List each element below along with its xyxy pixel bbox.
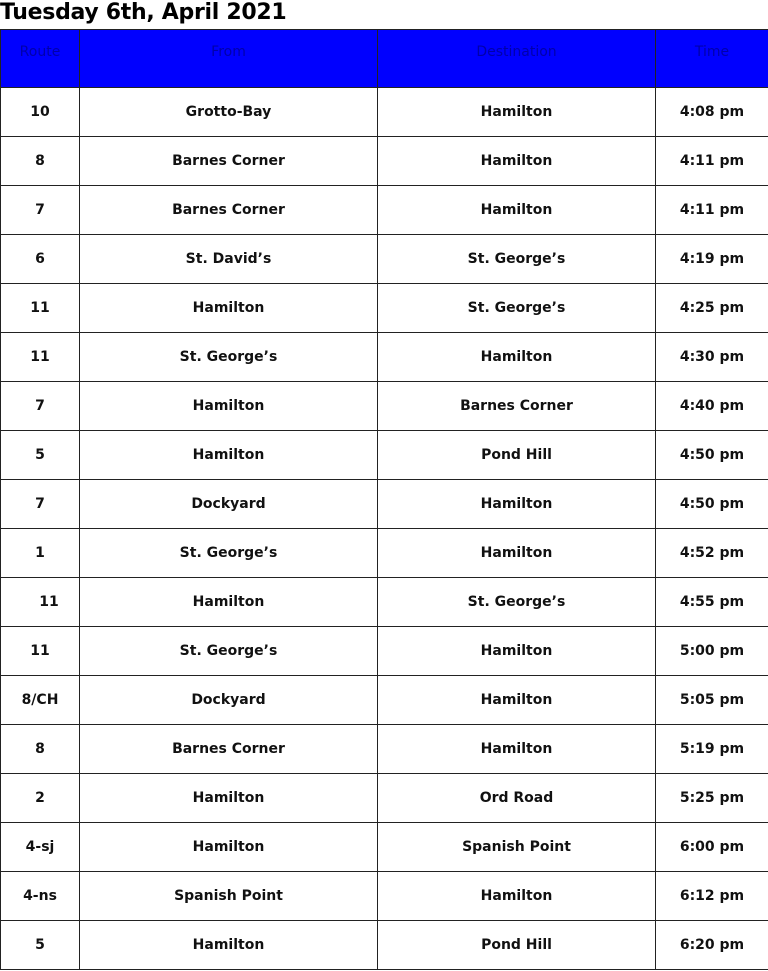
- table-row: [1, 774, 768, 823]
- cell-time: 4:30 pm: [656, 333, 768, 382]
- cell-route: 11: [1, 627, 80, 676]
- cell-destination: Hamilton: [378, 88, 656, 137]
- cell-time: 5:00 pm: [656, 627, 768, 676]
- cell-destination: Hamilton: [378, 627, 656, 676]
- table-row: [1, 872, 768, 921]
- cell-destination: Hamilton: [378, 137, 656, 186]
- cell-destination: Pond Hill: [378, 431, 656, 480]
- cell-destination: Pond Hill: [378, 921, 656, 970]
- cell-time: 4:11 pm: [656, 186, 768, 235]
- cell-from: Barnes Corner: [80, 137, 378, 186]
- cell-route: 7: [1, 480, 80, 529]
- cell-time: 4:19 pm: [656, 235, 768, 284]
- cell-from: St. George’s: [80, 627, 378, 676]
- cell-time: 4:50 pm: [656, 480, 768, 529]
- cell-destination: Ord Road: [378, 774, 656, 823]
- table-row: [1, 284, 768, 333]
- bus-schedule-table: [0, 29, 768, 970]
- cell-from: Hamilton: [80, 823, 378, 872]
- cell-time: 5:25 pm: [656, 774, 768, 823]
- cell-time: 6:20 pm: [656, 921, 768, 970]
- cell-from: Barnes Corner: [80, 186, 378, 235]
- cell-from: Dockyard: [80, 480, 378, 529]
- cell-route: 6: [1, 235, 80, 284]
- cell-time: 4:40 pm: [656, 382, 768, 431]
- cell-destination: Hamilton: [378, 676, 656, 725]
- table-row: [1, 137, 768, 186]
- cell-time: 5:19 pm: [656, 725, 768, 774]
- table-row: [1, 333, 768, 382]
- cell-time: 4:11 pm: [656, 137, 768, 186]
- cell-route: 5: [1, 431, 80, 480]
- table-row: [1, 382, 768, 431]
- cell-from: Hamilton: [80, 774, 378, 823]
- header-row: [1, 30, 768, 88]
- cell-from: Hamilton: [80, 921, 378, 970]
- cell-time: 4:55 pm: [656, 578, 768, 627]
- cell-route: 5: [1, 921, 80, 970]
- cell-route: 4-sj: [1, 823, 80, 872]
- cell-destination: Barnes Corner: [378, 382, 656, 431]
- table-row: [1, 431, 768, 480]
- table-header: [1, 30, 768, 88]
- table-row: [1, 921, 768, 970]
- cell-from: Barnes Corner: [80, 725, 378, 774]
- cell-route: 2: [1, 774, 80, 823]
- table-row: [1, 529, 768, 578]
- cell-time: 6:00 pm: [656, 823, 768, 872]
- cell-destination: St. George’s: [378, 284, 656, 333]
- cell-route: 7: [1, 186, 80, 235]
- cell-destination: Spanish Point: [378, 823, 656, 872]
- cell-route: 4-ns: [1, 872, 80, 921]
- cell-route: 10: [1, 88, 80, 137]
- cell-destination: St. George’s: [378, 235, 656, 284]
- cell-from: Grotto-Bay: [80, 88, 378, 137]
- cell-destination: Hamilton: [378, 872, 656, 921]
- cell-destination: Hamilton: [378, 480, 656, 529]
- cell-route: 8: [1, 725, 80, 774]
- column-header-time: Time: [656, 30, 768, 88]
- cell-route: 11: [1, 284, 80, 333]
- cell-from: Hamilton: [80, 431, 378, 480]
- cell-route: 11: [1, 578, 80, 627]
- table-body: [1, 88, 768, 970]
- cell-destination: Hamilton: [378, 725, 656, 774]
- table-row: [1, 823, 768, 872]
- cell-route: 8: [1, 137, 80, 186]
- cell-from: Spanish Point: [80, 872, 378, 921]
- cell-from: Dockyard: [80, 676, 378, 725]
- cell-destination: St. George’s: [378, 578, 656, 627]
- cell-route: 1: [1, 529, 80, 578]
- cell-from: St. David’s: [80, 235, 378, 284]
- table-row: [1, 578, 768, 627]
- table-row: [1, 676, 768, 725]
- cell-from: Hamilton: [80, 382, 378, 431]
- cell-time: 6:12 pm: [656, 872, 768, 921]
- table-row: [1, 627, 768, 676]
- cell-from: St. George’s: [80, 333, 378, 382]
- cell-from: Hamilton: [80, 284, 378, 333]
- cell-from: St. George’s: [80, 529, 378, 578]
- cell-from: Hamilton: [80, 578, 378, 627]
- page-title: Tuesday 6th, April 2021: [0, 0, 287, 25]
- cell-destination: Hamilton: [378, 333, 656, 382]
- cell-time: 5:05 pm: [656, 676, 768, 725]
- cell-time: 4:25 pm: [656, 284, 768, 333]
- column-header-route: Route: [1, 30, 80, 88]
- table-row: [1, 88, 768, 137]
- cell-route: 7: [1, 382, 80, 431]
- column-header-from: From: [80, 30, 378, 88]
- table-row: [1, 186, 768, 235]
- cell-time: 4:52 pm: [656, 529, 768, 578]
- cell-time: 4:08 pm: [656, 88, 768, 137]
- cell-route: 11: [1, 333, 80, 382]
- cell-destination: Hamilton: [378, 529, 656, 578]
- table-row: [1, 480, 768, 529]
- table-row: [1, 725, 768, 774]
- column-header-destination: Destination: [378, 30, 656, 88]
- table-row: [1, 235, 768, 284]
- cell-route: 8/CH: [1, 676, 80, 725]
- cell-time: 4:50 pm: [656, 431, 768, 480]
- cell-destination: Hamilton: [378, 186, 656, 235]
